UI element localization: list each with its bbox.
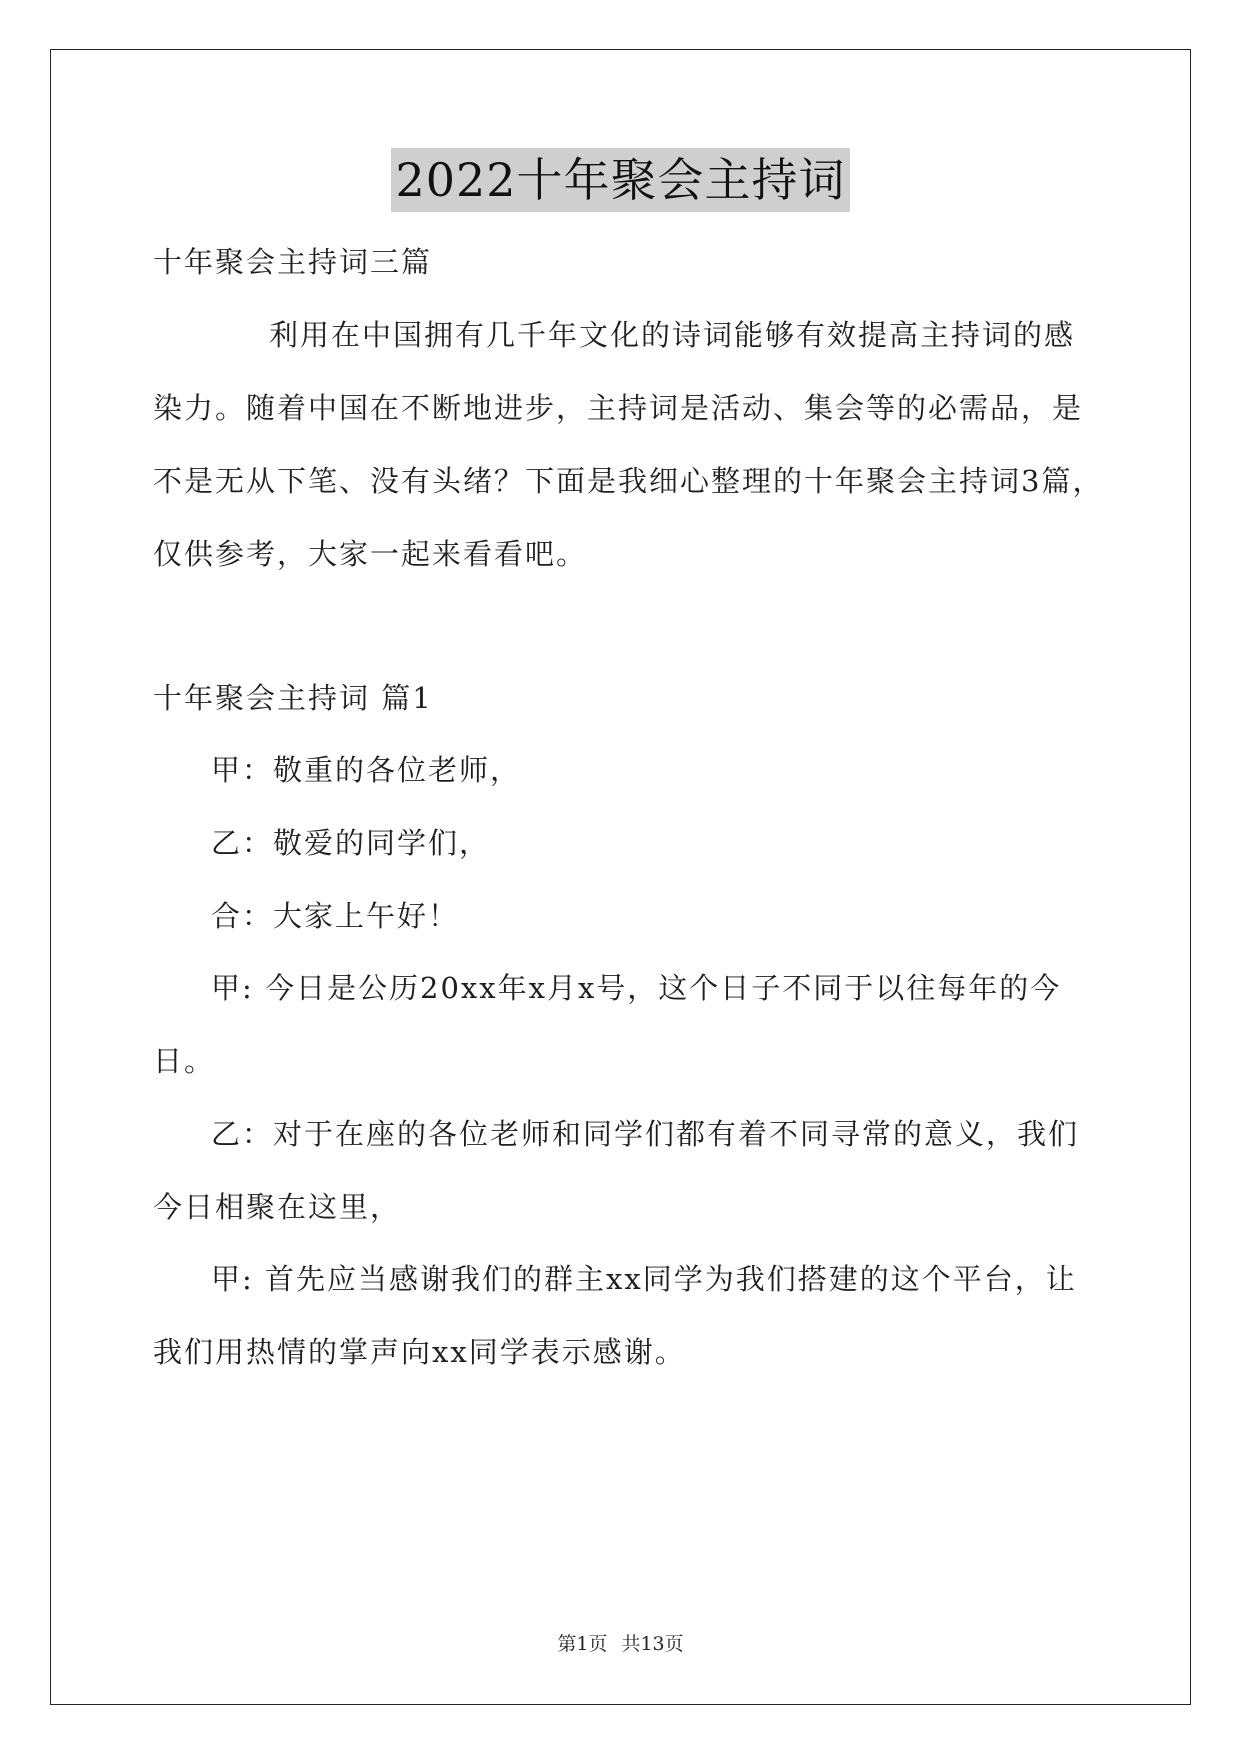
page-number: 第1页: [557, 1633, 608, 1655]
dialogue-line: 乙：对于在座的各位老师和同学们都有着不同寻常的意义，我们: [211, 1117, 1080, 1151]
dialogue-line: 乙：敬爱的同学们，: [211, 826, 491, 860]
page-footer: [0, 1629, 1241, 1656]
dialogue-line: 合：大家上午好！: [211, 899, 460, 933]
page-border: [50, 49, 1191, 1705]
dialogue-line: 甲：敬重的各位老师，: [211, 753, 522, 787]
title-container: [0, 148, 1241, 212]
dialogue-line: 甲: 今日是公历20xx年x月x号，这个日子不同于以往每年的今: [211, 971, 1062, 1005]
dialogue-line: 我们用热情的掌声向xx同学表示感谢。: [153, 1335, 686, 1369]
intro-line-2: 染力。随着中国在不断地进步，主持词是活动、集会等的必需品，是: [153, 391, 1084, 425]
dialogue-line: 今日相聚在这里，: [153, 1190, 402, 1224]
intro-line-4: 仅供参考，大家一起来看看吧。: [153, 537, 588, 571]
dialogue-line: 甲: 首先应当感谢我们的群主xx同学为我们搭建的这个平台，让: [211, 1262, 1077, 1296]
section-heading: 十年聚会主持词 篇1: [153, 681, 433, 715]
intro-line-1: 利用在中国拥有几千年文化的诗词能够有效提高主持词的感: [269, 318, 1076, 352]
document-title: 2022十年聚会主持词: [391, 148, 849, 212]
intro-line-3: 不是无从下笔、没有头绪？下面是我细心整理的十年聚会主持词3篇，: [153, 464, 1104, 498]
dialogue-line: 日。: [153, 1044, 216, 1078]
page-total: 共13页: [621, 1633, 684, 1655]
document-subtitle: 十年聚会主持词三篇: [153, 245, 433, 279]
